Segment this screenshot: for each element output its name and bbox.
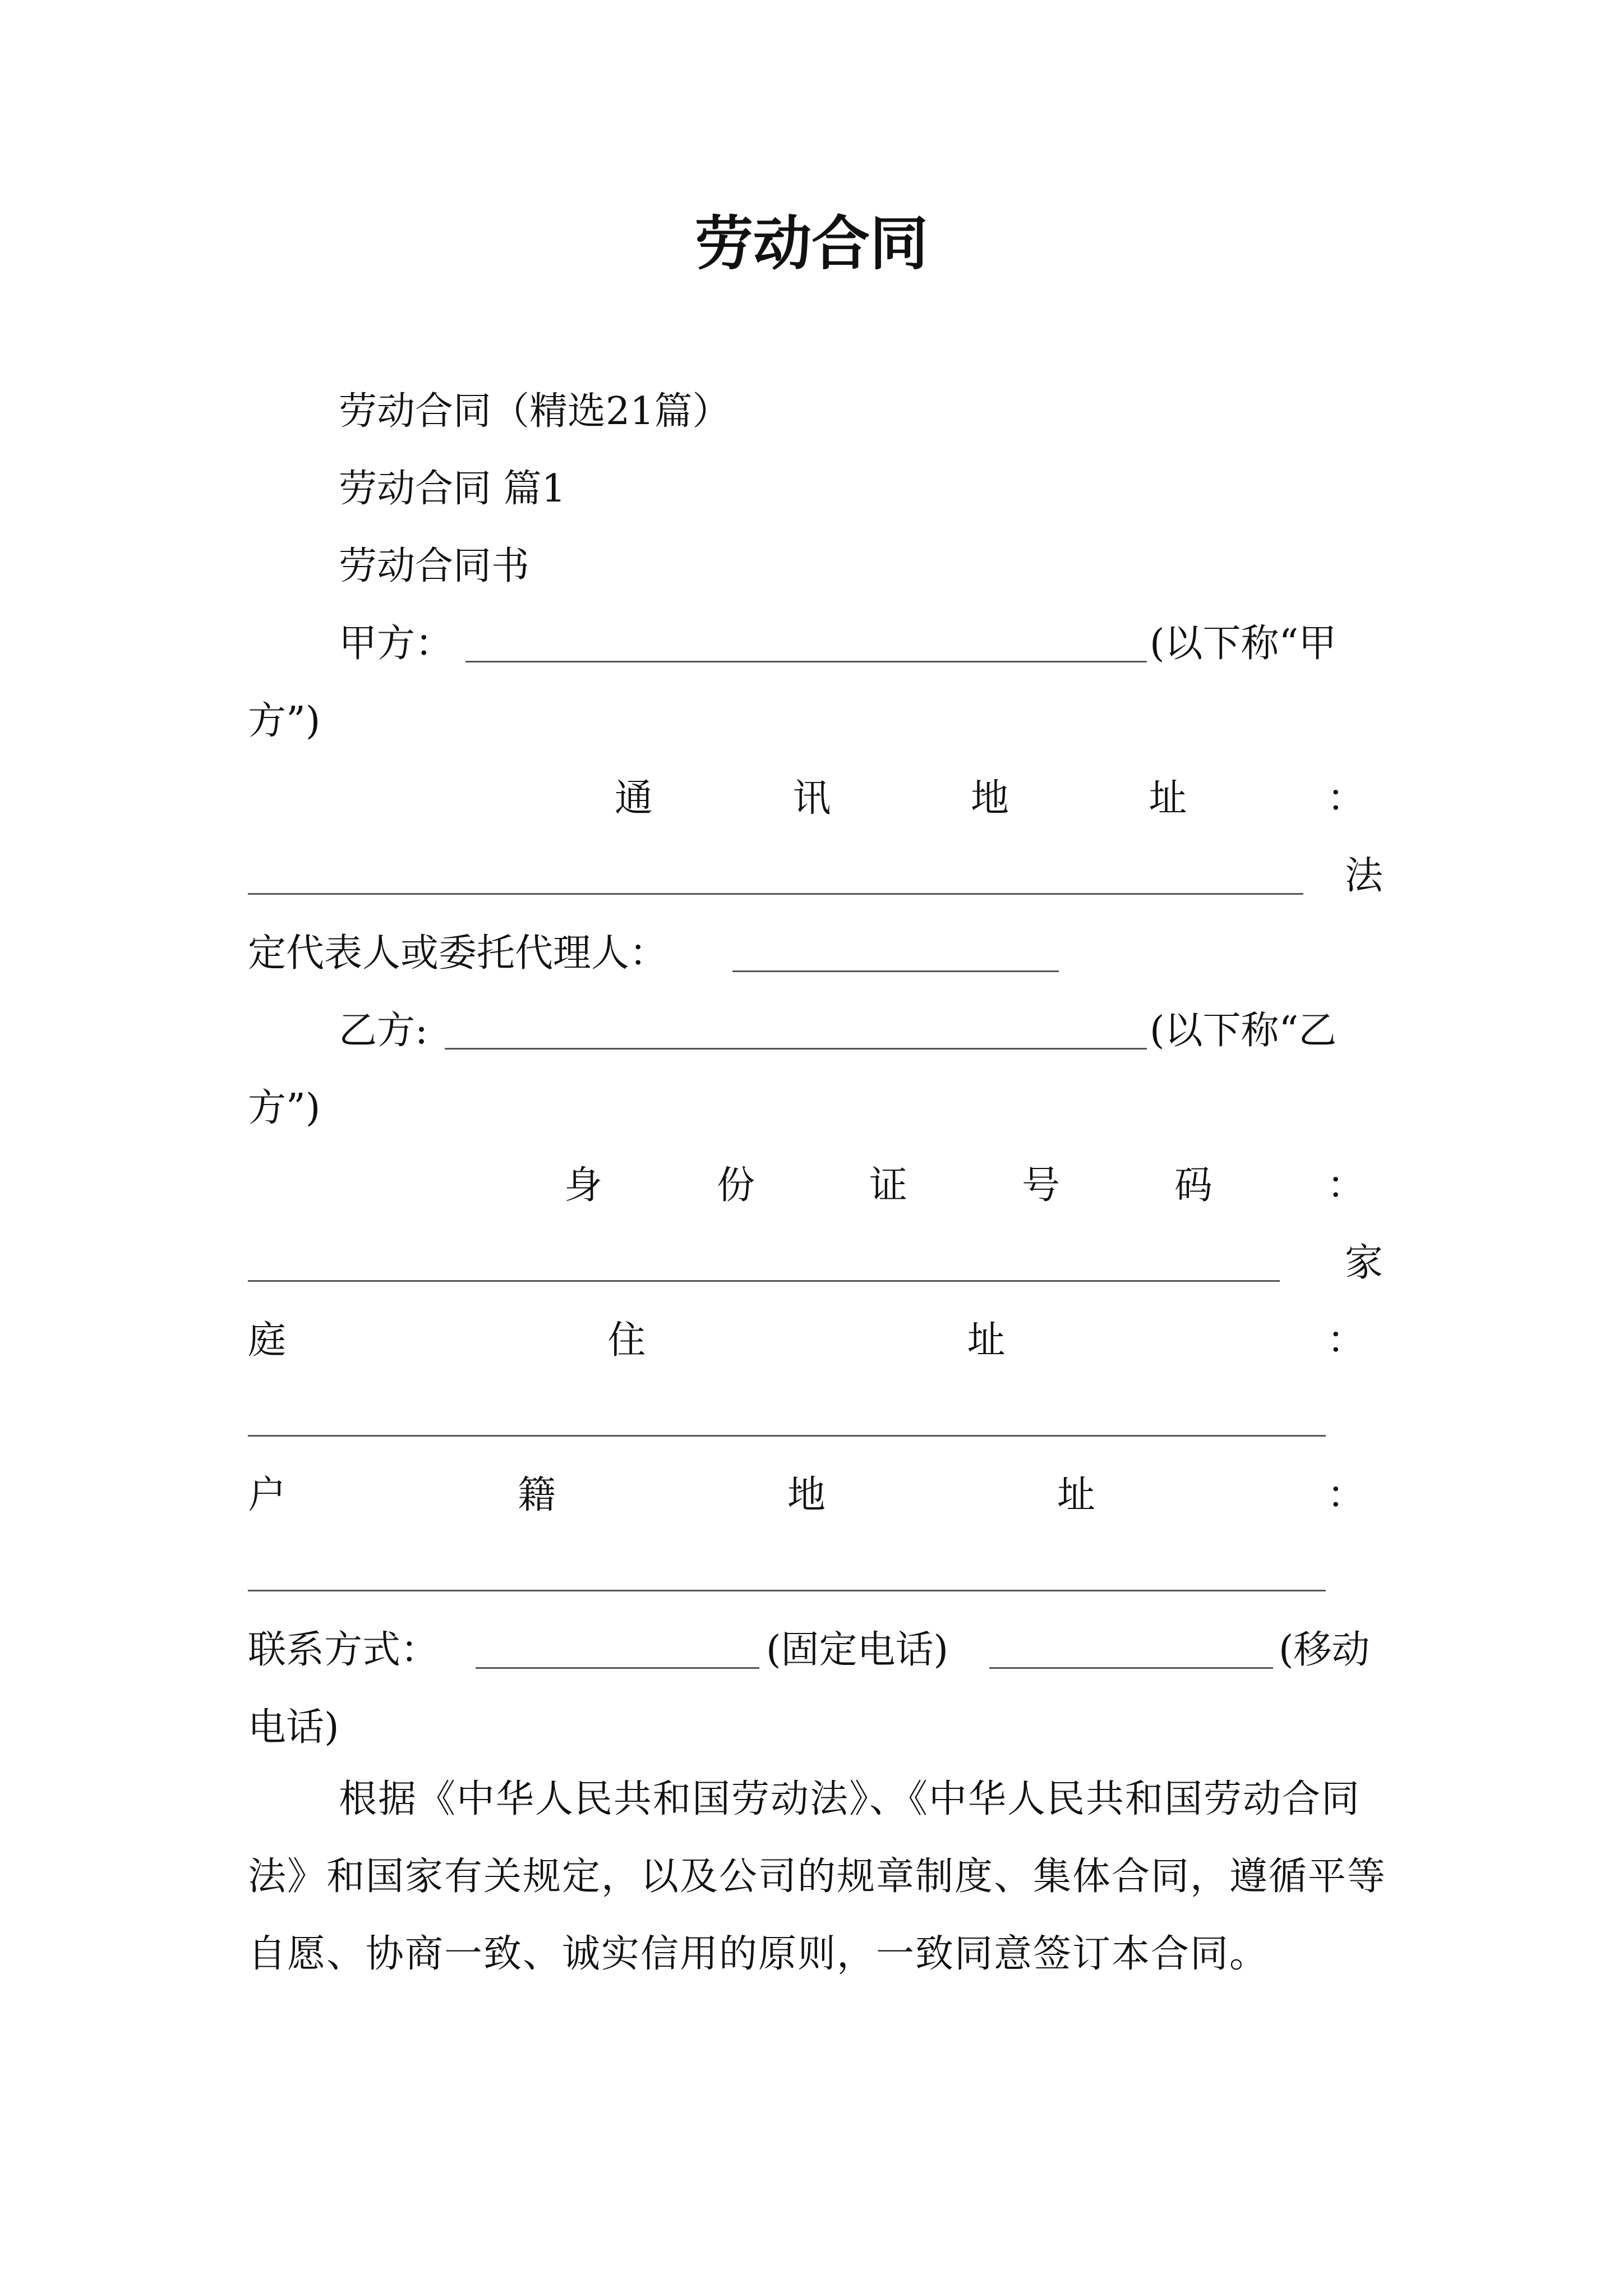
- fixed-phone-blank[interactable]: [476, 1667, 759, 1669]
- party-a-blank[interactable]: [465, 661, 1147, 662]
- home-address-blank[interactable]: [248, 1435, 1326, 1437]
- party-b-suffix: (以下称“乙: [1150, 1009, 1337, 1053]
- id-number-label: [564, 1163, 1365, 1208]
- section-heading: 劳动合同 篇1: [339, 467, 566, 511]
- legal-rep-first-char: 法: [1345, 854, 1384, 898]
- body-paragraph: 根据《中华人民共和国劳动法》、《中华人民共和国劳动合同法》和国家有关规定，以及公司的规章制度、集体合同，遵循平等自愿、协商一致、诚实信用的原则，一致同意签订本合同。: [248, 1777, 1387, 1976]
- home-address-label: [248, 1318, 1365, 1363]
- party-b-blank[interactable]: [445, 1048, 1147, 1050]
- party-a-suffix: (以下称“甲: [1150, 622, 1337, 666]
- legal-rep-blank[interactable]: [732, 970, 1059, 972]
- hukou-char: ：: [1326, 1473, 1365, 1517]
- subtitle: 劳动合同（精选21篇）: [339, 389, 731, 434]
- party-a-label: 甲方：: [339, 622, 454, 666]
- fixed-phone-label: (固定电话): [766, 1628, 949, 1672]
- id-char: 号: [1021, 1163, 1060, 1208]
- party-a-suffix-cont: 方”): [248, 699, 321, 743]
- mobile-phone-blank[interactable]: [989, 1667, 1273, 1669]
- id-char: ：: [1326, 1163, 1365, 1208]
- home-char: ：: [1326, 1318, 1365, 1363]
- id-char: 份: [716, 1163, 755, 1208]
- home-char: 庭: [248, 1318, 287, 1363]
- id-char: 身: [564, 1163, 603, 1208]
- home-char: 住: [607, 1318, 646, 1363]
- hukou-address-blank[interactable]: [248, 1590, 1326, 1591]
- address-char: 讯: [792, 776, 831, 821]
- hukou-char: 地: [787, 1473, 826, 1517]
- address-blank[interactable]: [248, 893, 1303, 895]
- id-number-blank[interactable]: [248, 1280, 1280, 1282]
- document-title: 劳动合同: [694, 209, 928, 278]
- hukou-address-label: [248, 1473, 1365, 1517]
- legal-rep-label: 定代表人或委托代理人：: [248, 931, 668, 976]
- contract-heading: 劳动合同书: [339, 544, 530, 588]
- mobile-phone-label-cont: 电话): [248, 1705, 339, 1750]
- hukou-char: 址: [1057, 1473, 1095, 1517]
- mobile-phone-label: (移动: [1279, 1628, 1370, 1672]
- contact-label: 联系方式：: [248, 1628, 439, 1672]
- address-label: [615, 776, 1365, 821]
- party-b-suffix-cont: 方”): [248, 1086, 321, 1130]
- address-char: 地: [970, 776, 1009, 821]
- address-char: 通: [615, 776, 653, 821]
- hukou-char: 籍: [517, 1473, 556, 1517]
- home-char: 址: [967, 1318, 1006, 1363]
- party-b-label: 乙方:: [339, 1009, 428, 1053]
- address-char: ：: [1326, 776, 1365, 821]
- address-char: 址: [1149, 776, 1187, 821]
- id-char: 证: [869, 1163, 907, 1208]
- id-char: 码: [1174, 1163, 1212, 1208]
- hukou-char: 户: [248, 1473, 287, 1517]
- home-first-char: 家: [1345, 1241, 1384, 1285]
